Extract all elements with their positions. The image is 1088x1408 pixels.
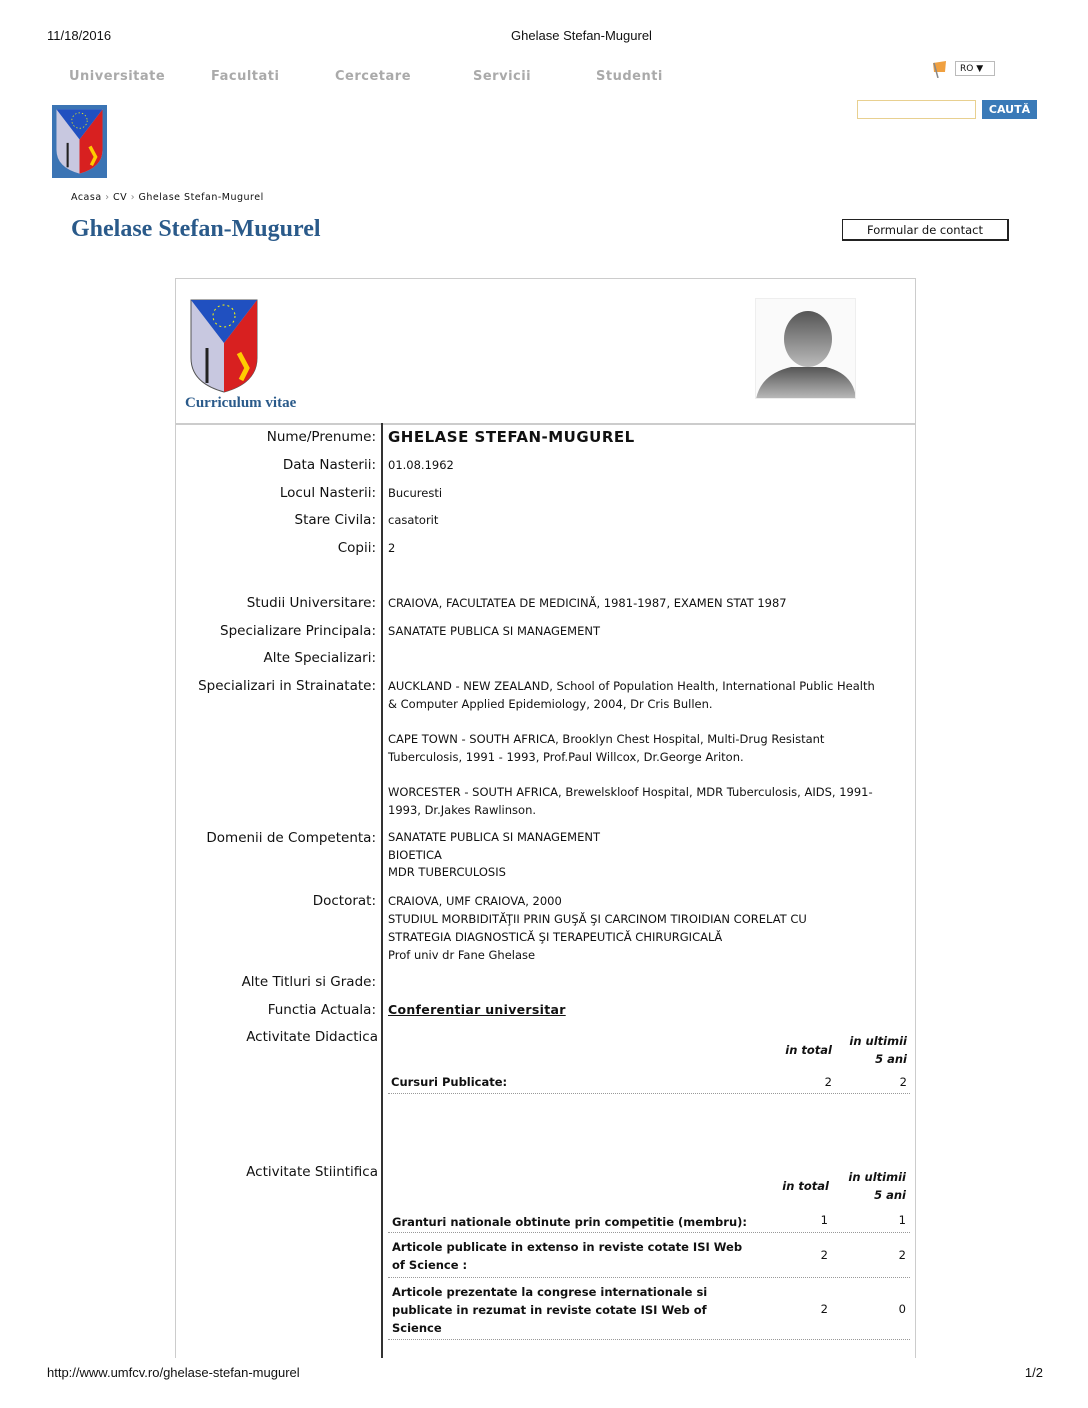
nav-cercetare[interactable]: Cercetare bbox=[335, 69, 412, 84]
value-strainatate-1: AUCKLAND - NEW ZEALAND, School of Population Health, International Public Health & Computer Applied Epidemiology, 2004, Dr Cris Bullen. bbox=[388, 679, 875, 711]
label-strainatate: Specializari in Strainatate: bbox=[198, 678, 376, 694]
row-divider bbox=[388, 1277, 910, 1278]
cv-caption: Curriculum vitae bbox=[185, 395, 297, 411]
breadcrumb bbox=[71, 192, 264, 203]
header-in-total: in total bbox=[782, 1179, 829, 1193]
value-studii: CRAIOVA, FACULTATEA DE MEDICINĂ, 1981-1987, EXAMEN STAT 1987 bbox=[388, 596, 787, 610]
row-divider bbox=[388, 1339, 910, 1340]
nav-servicii[interactable]: Servicii bbox=[473, 69, 532, 84]
label-nume: Nume/Prenume: bbox=[266, 429, 376, 445]
label-specializare: Specializare Principala: bbox=[220, 623, 376, 639]
print-page-number: 1/2 bbox=[1024, 1365, 1043, 1380]
label-doctorat: Doctorat: bbox=[312, 893, 376, 909]
row-last5: 0 bbox=[898, 1302, 906, 1316]
row-total: 2 bbox=[824, 1075, 832, 1089]
value-strainatate-2: CAPE TOWN - SOUTH AFRICA, Brooklyn Chest Hospital, Multi-Drug Resistant Tuberculosis, 1991 - 1993, Prof.Paul Willcox, Dr.George Ariton. bbox=[388, 732, 825, 764]
row-label: Cursuri Publicate: bbox=[391, 1075, 508, 1089]
row-last5: 1 bbox=[898, 1213, 906, 1227]
header-last-5: in ultimii 5 ani bbox=[848, 1170, 906, 1202]
value-data-nasterii: 01.08.1962 bbox=[388, 458, 454, 472]
contact-form-button[interactable]: Formular de contact bbox=[842, 219, 1009, 241]
value-copii: 2 bbox=[388, 541, 396, 555]
row-divider bbox=[388, 1232, 910, 1233]
label-data-nasterii: Data Nasterii: bbox=[282, 457, 376, 473]
university-logo[interactable] bbox=[52, 105, 107, 178]
row-label: Granturi nationale obtinute prin competitie (membru): bbox=[392, 1215, 748, 1229]
breadcrumb-home[interactable]: Acasa bbox=[71, 192, 102, 203]
header-last-5: in ultimii 5 ani bbox=[849, 1034, 907, 1066]
row-total: 2 bbox=[820, 1248, 828, 1262]
row-label: Articole prezentate la congrese internationale si publicate in rezumat in reviste cotate ISI Web of Science bbox=[392, 1285, 708, 1335]
print-url: http://www.umfcv.ro/ghelase-stefan-mugurel bbox=[47, 1365, 300, 1380]
value-stare-civila: casatorit bbox=[388, 513, 439, 527]
value-functia-link[interactable]: Conferentiar universitar bbox=[388, 1002, 566, 1017]
label-stare-civila: Stare Civila: bbox=[294, 512, 376, 528]
value-nume: GHELASE STEFAN-MUGUREL bbox=[388, 428, 635, 446]
flag-icon bbox=[930, 60, 948, 76]
page-title: Ghelase Stefan-Mugurel bbox=[71, 216, 321, 242]
nav-universitate[interactable]: Universitate bbox=[69, 69, 166, 84]
label-alte-titluri: Alte Titluri si Grade: bbox=[241, 974, 376, 990]
label-activitate-didactica: Activitate Didactica bbox=[246, 1029, 378, 1045]
label-locul-nasterii: Locul Nasterii: bbox=[279, 485, 376, 501]
label-alte-specializari: Alte Specializari: bbox=[263, 650, 376, 666]
breadcrumb-current: Ghelase Stefan-Mugurel bbox=[138, 192, 264, 203]
value-strainatate-3: WORCESTER - SOUTH AFRICA, Brewelskloof Hospital, MDR Tuberculosis, AIDS, 1991- 1993, Dr.Jakes Rawlinson. bbox=[388, 785, 873, 817]
label-copii: Copii: bbox=[337, 540, 376, 556]
label-activitate-stiintifica: Activitate Stiintifica bbox=[246, 1164, 378, 1180]
nav-facultati[interactable]: Facultati bbox=[211, 69, 280, 84]
value-specializare: SANATATE PUBLICA SI MANAGEMENT bbox=[388, 624, 600, 638]
row-last5: 2 bbox=[899, 1075, 907, 1089]
divider bbox=[175, 423, 916, 425]
breadcrumb-sep: › bbox=[130, 192, 136, 203]
label-functia: Functia Actuala: bbox=[267, 1002, 376, 1018]
row-total: 2 bbox=[820, 1302, 828, 1316]
breadcrumb-sep: › bbox=[105, 192, 110, 203]
row-last5: 2 bbox=[898, 1248, 906, 1262]
breadcrumb-cv[interactable]: CV bbox=[113, 192, 128, 203]
label-domenii: Domenii de Competenta: bbox=[206, 830, 376, 846]
profile-photo-placeholder bbox=[755, 298, 856, 399]
value-doctorat: CRAIOVA, UMF CRAIOVA, 2000 STUDIUL MORBIDITĂŢII PRIN GUŞĂ ŞI CARCINOM TIROIDIAN CORELAT CU STRATEGIA DIAGNOSTICĂ ŞI TERAPEUTICĂ CHIRURGICALĂ Prof univ dr Fane Ghelase bbox=[388, 894, 807, 962]
search-button[interactable]: CAUTĂ bbox=[982, 100, 1037, 119]
row-label: Articole publicate in extenso in reviste cotate ISI Web of Science : bbox=[392, 1240, 743, 1272]
value-domenii: SANATATE PUBLICA SI MANAGEMENT BIOETICA MDR TUBERCULOSIS bbox=[388, 830, 600, 879]
language-select[interactable]: RO ▼ bbox=[955, 61, 995, 76]
print-title: Ghelase Stefan-Mugurel bbox=[511, 28, 652, 43]
nav-studenti[interactable]: Studenti bbox=[596, 69, 663, 84]
header-in-total: in total bbox=[785, 1043, 832, 1057]
label-studii: Studii Universitare: bbox=[246, 595, 376, 611]
row-total: 1 bbox=[820, 1213, 828, 1227]
value-locul-nasterii: Bucuresti bbox=[388, 486, 443, 500]
row-divider bbox=[388, 1093, 910, 1094]
cv-logo bbox=[189, 298, 259, 394]
print-date: 11/18/2016 bbox=[47, 28, 112, 43]
column-divider bbox=[381, 423, 383, 1358]
search-input[interactable] bbox=[857, 100, 976, 119]
